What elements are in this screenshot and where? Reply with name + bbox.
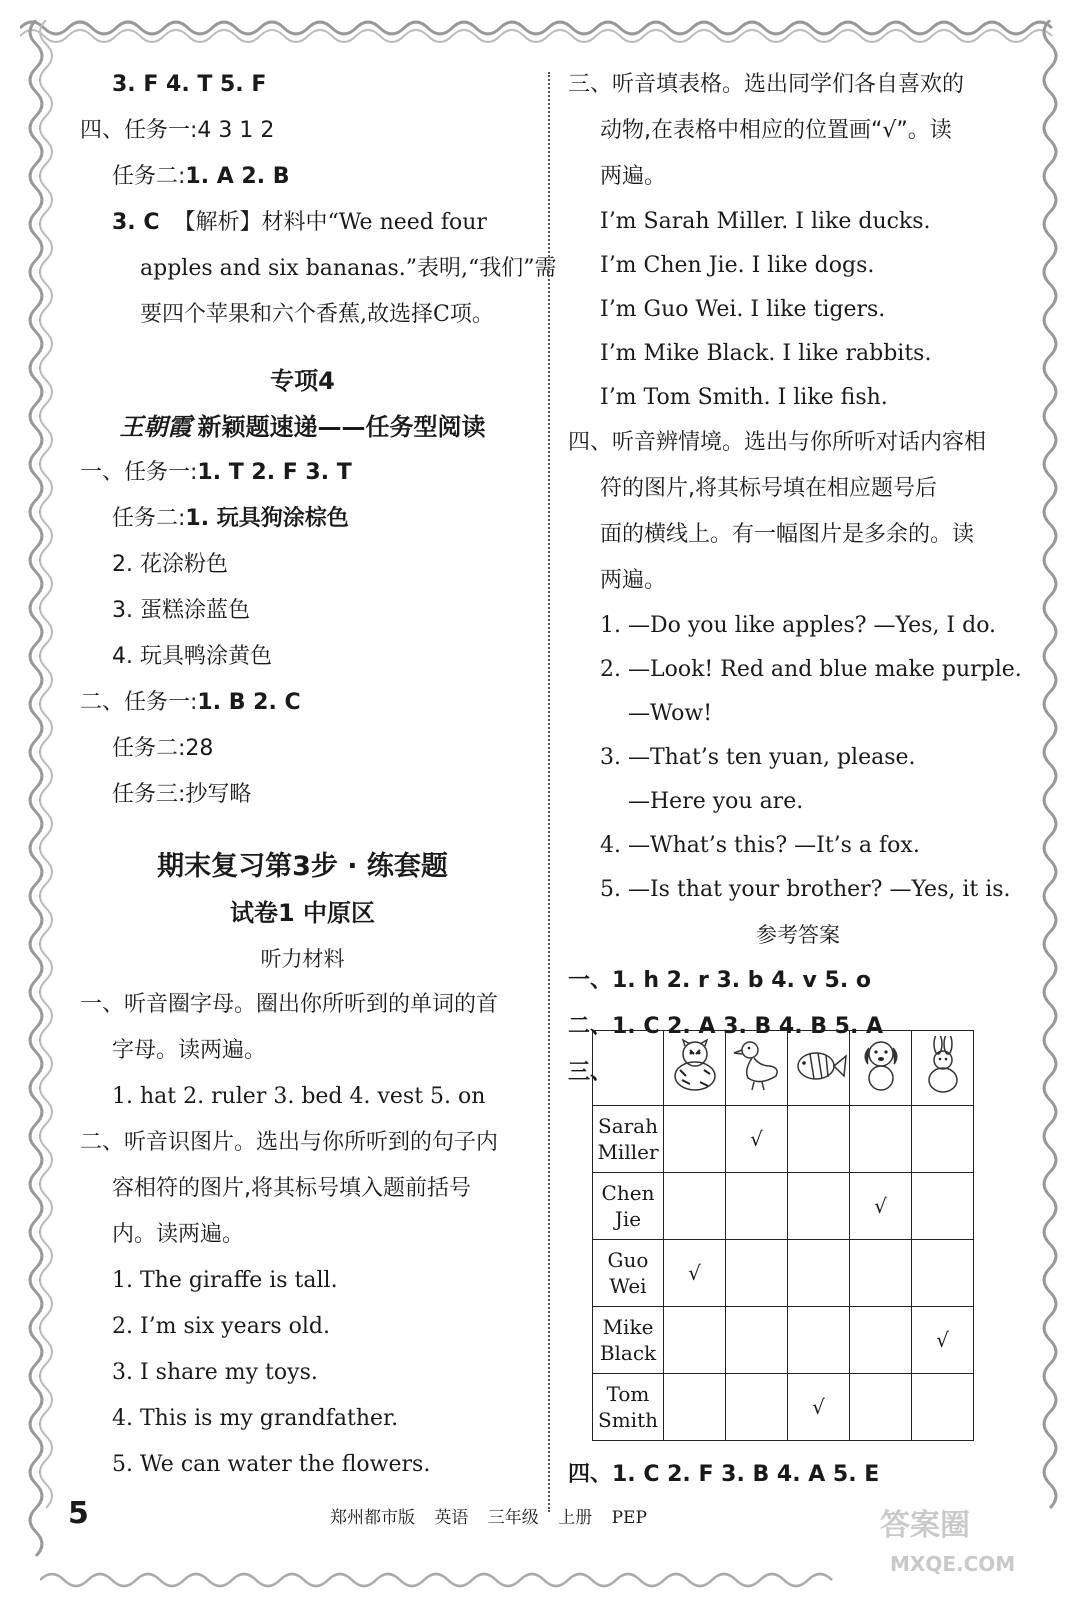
table-corner-cell: [593, 1031, 664, 1106]
sentence-item: 5. We can water the flowers.: [112, 1452, 431, 1477]
check-cell: √: [664, 1240, 726, 1307]
check-cell: √: [788, 1374, 850, 1441]
page-number: 5: [68, 1496, 89, 1531]
sentence-item: I’m Sarah Miller. I like ducks.: [600, 209, 931, 234]
name-cell: Mike Black: [593, 1307, 664, 1374]
name-cell: Tom Smith: [593, 1374, 664, 1441]
check-cell: √: [726, 1106, 788, 1173]
question-line: 内。读两遍。: [112, 1222, 245, 1247]
right-column: [568, 62, 1028, 1096]
sentence-item: I’m Chen Jie. I like dogs.: [600, 253, 875, 278]
check-cell: [726, 1173, 788, 1240]
check-cell: [850, 1374, 912, 1441]
word-list: 1. hat 2. ruler 3. bed 4. vest 5. on: [112, 1084, 486, 1109]
check-cell: [664, 1307, 726, 1374]
explanation-line: apples and six bananas.”表明,“我们”需: [140, 256, 557, 281]
question-line: 两遍。: [600, 568, 667, 593]
check-cell: √: [912, 1307, 974, 1374]
explanation-line: 要四个苹果和六个香蕉,故选择C项。: [140, 302, 494, 327]
tiger-icon: [664, 1031, 726, 1106]
wavy-border-right: [1030, 20, 1070, 1560]
dialogue-line: 3. —That’s ten yuan, please.: [600, 745, 916, 770]
answer-line: 任务二:28: [112, 736, 214, 761]
check-cell: [788, 1106, 850, 1173]
listening-title: 听力材料: [260, 947, 345, 971]
check-cell: [726, 1307, 788, 1374]
answer-line: 任务三:抄写略: [112, 782, 252, 807]
check-cell: [726, 1240, 788, 1307]
answer-line: 4. 玩具鸭涂黄色: [112, 644, 272, 669]
check-cell: [664, 1374, 726, 1441]
question-line: 二、听音识图片。选出与你所听到的句子内: [80, 1130, 499, 1155]
dialogue-line: —Here you are.: [628, 789, 804, 814]
name-cell: Chen Jie: [593, 1173, 664, 1240]
dialogue-line: 4. —What’s this? —It’s a fox.: [600, 833, 920, 858]
question-line: 一、听音圈字母。圈出你所听到的单词的首: [80, 992, 499, 1017]
check-cell: [788, 1173, 850, 1240]
question-line: 容相符的图片,将其标号填入题前括号: [112, 1176, 471, 1201]
sentence-item: I’m Tom Smith. I like fish.: [600, 385, 888, 410]
dialogue-line: —Wow!: [628, 701, 713, 726]
table-row: [593, 1106, 974, 1173]
fish-icon: [788, 1031, 850, 1106]
left-column: [80, 62, 557, 1488]
check-cell: [912, 1106, 974, 1173]
answer-line: 一、1. h 2. r 3. b 4. v 5. o: [568, 968, 871, 993]
question-line: 三、听音填表格。选出同学们各自喜欢的: [568, 72, 965, 97]
question-line: 四、听音辨情境。选出与你所听对话内容相: [568, 430, 987, 455]
answer-line: 二、1. C 2. A 3. B 4. B 5. A: [568, 1014, 883, 1039]
check-cell: [912, 1173, 974, 1240]
answer-line: 三、: [568, 1060, 613, 1085]
table-row: [593, 1307, 974, 1374]
duck-icon: [726, 1031, 788, 1106]
dog-icon: [850, 1031, 912, 1106]
question-line: 符的图片,将其标号填在相应题号后: [600, 476, 937, 501]
answer-line: 2. 花涂粉色: [112, 552, 228, 577]
answer-line: 任务二:1. A 2. B: [112, 164, 290, 189]
sentence-item: 3. I share my toys.: [112, 1360, 318, 1385]
answer-line: 任务二:1. 玩具狗涂棕色: [112, 506, 349, 531]
check-cell: [850, 1307, 912, 1374]
answer-line: 3. F 4. T 5. F: [112, 72, 267, 97]
check-cell: [788, 1307, 850, 1374]
dialogue-line: 5. —Is that your brother? —Yes, it is.: [600, 877, 1011, 902]
sentence-item: 4. This is my grandfather.: [112, 1406, 399, 1431]
watermark-url: MXQE.COM: [890, 1552, 1016, 1576]
check-cell: [664, 1173, 726, 1240]
page-title: 期末复习第3步 · 练套题: [157, 851, 448, 882]
check-cell: [850, 1240, 912, 1307]
table-row: [593, 1240, 974, 1307]
sentence-item: I’m Mike Black. I like rabbits.: [600, 341, 932, 366]
sentence-item: I’m Guo Wei. I like tigers.: [600, 297, 886, 322]
answer-line: 3. C 【解析】材料中“We need four: [112, 210, 487, 235]
name-cell: Guo Wei: [593, 1240, 664, 1307]
check-cell: √: [850, 1173, 912, 1240]
answer-line: 3. 蛋糕涂蓝色: [112, 598, 250, 623]
check-cell: [912, 1374, 974, 1441]
footer-text: 郑州都市版 英语 三年级 上册 PEP: [330, 1508, 647, 1528]
table-row: [593, 1374, 974, 1441]
answers-title: 参考答案: [756, 923, 840, 947]
section-title: 专项4: [270, 367, 335, 395]
answer-table: [592, 1030, 974, 1441]
answer-line: 二、任务一:1. B 2. C: [80, 690, 301, 715]
question-line: 字母。读两遍。: [112, 1038, 267, 1063]
section-subtitle: 王朝霞 新颖题速递——任务型阅读: [119, 412, 486, 441]
sentence-item: 1. The giraffe is tall.: [112, 1268, 338, 1293]
answer-line: 一、任务一:1. T 2. F 3. T: [80, 460, 352, 485]
check-cell: [726, 1374, 788, 1441]
check-cell: [664, 1106, 726, 1173]
dialogue-line: 2. —Look! Red and blue make purple.: [600, 657, 1022, 682]
question-line: 面的横线上。有一幅图片是多余的。读: [600, 522, 975, 547]
sentence-item: 2. I’m six years old.: [112, 1314, 330, 1339]
wavy-border-top: [20, 8, 1055, 48]
table-header-row: [593, 1031, 974, 1106]
wavy-border-left: [6, 20, 66, 1560]
table-row: [593, 1173, 974, 1240]
answer-line: 四、任务一:4 3 1 2: [80, 118, 275, 143]
question-line: 动物,在表格中相应的位置画“√”。读: [600, 118, 952, 143]
check-cell: [788, 1240, 850, 1307]
brand-logo: 王朝霞: [119, 412, 192, 441]
rabbit-icon: [912, 1031, 974, 1106]
check-cell: [850, 1106, 912, 1173]
watermark-text: 答案圈: [880, 1508, 970, 1543]
name-cell: Sarah Miller: [593, 1106, 664, 1173]
watermark: [870, 1500, 1045, 1590]
dialogue-line: 1. —Do you like apples? —Yes, I do.: [600, 613, 997, 638]
answer-line: 四、1. C 2. F 3. B 4. A 5. E: [568, 1462, 880, 1487]
paper-title: 试卷1 中原区: [229, 899, 376, 927]
question-line: 两遍。: [600, 164, 667, 189]
check-cell: [912, 1240, 974, 1307]
